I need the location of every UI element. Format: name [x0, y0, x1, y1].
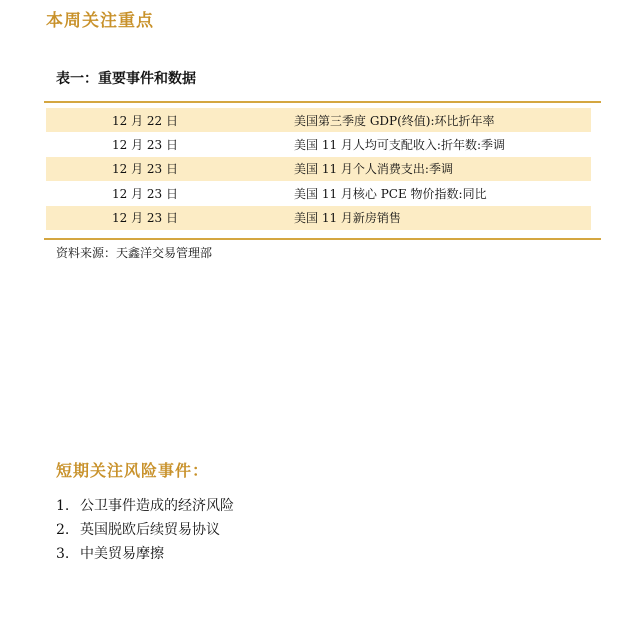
table-row	[46, 132, 591, 156]
page-title: 本周关注重点	[46, 11, 154, 31]
event-date: 12 月 23 日	[112, 162, 178, 177]
event-date: 12 月 23 日	[112, 186, 178, 201]
list-item-number: 3.	[56, 546, 70, 562]
table-source-note: 资料来源：天鑫洋交易管理部	[56, 246, 213, 260]
event-name: 美国 11 月人均可支配收入:折年数:季调	[294, 138, 505, 153]
list-item-number: 1.	[56, 498, 70, 514]
event-name: 美国第三季度 GDP(终值):环比折年率	[294, 113, 495, 128]
table-title: 表一：重要事件和数据	[56, 71, 196, 87]
list-item-text: 英国脱欧后续贸易协议	[80, 522, 220, 538]
event-date: 12 月 22 日	[112, 113, 178, 128]
list-item	[56, 542, 234, 566]
list-item	[56, 518, 234, 542]
list-item	[56, 494, 234, 518]
event-name: 美国 11 月核心 PCE 物价指数:同比	[294, 186, 487, 201]
risk-section-title: 短期关注风险事件：	[56, 461, 210, 480]
table-row	[46, 108, 591, 132]
list-item-number: 2.	[56, 522, 70, 538]
table-row	[46, 157, 591, 181]
event-date: 12 月 23 日	[112, 138, 178, 153]
table-row	[46, 206, 591, 230]
list-item-text: 公卫事件造成的经济风险	[80, 498, 234, 514]
event-name: 美国 11 月个人消费支出:季调	[294, 162, 453, 177]
risk-list	[56, 494, 234, 566]
list-item-text: 中美贸易摩擦	[80, 546, 164, 562]
events-table	[44, 101, 601, 240]
event-date: 12 月 23 日	[112, 211, 178, 226]
table-row	[46, 181, 591, 205]
event-name: 美国 11 月新房销售	[294, 211, 401, 226]
